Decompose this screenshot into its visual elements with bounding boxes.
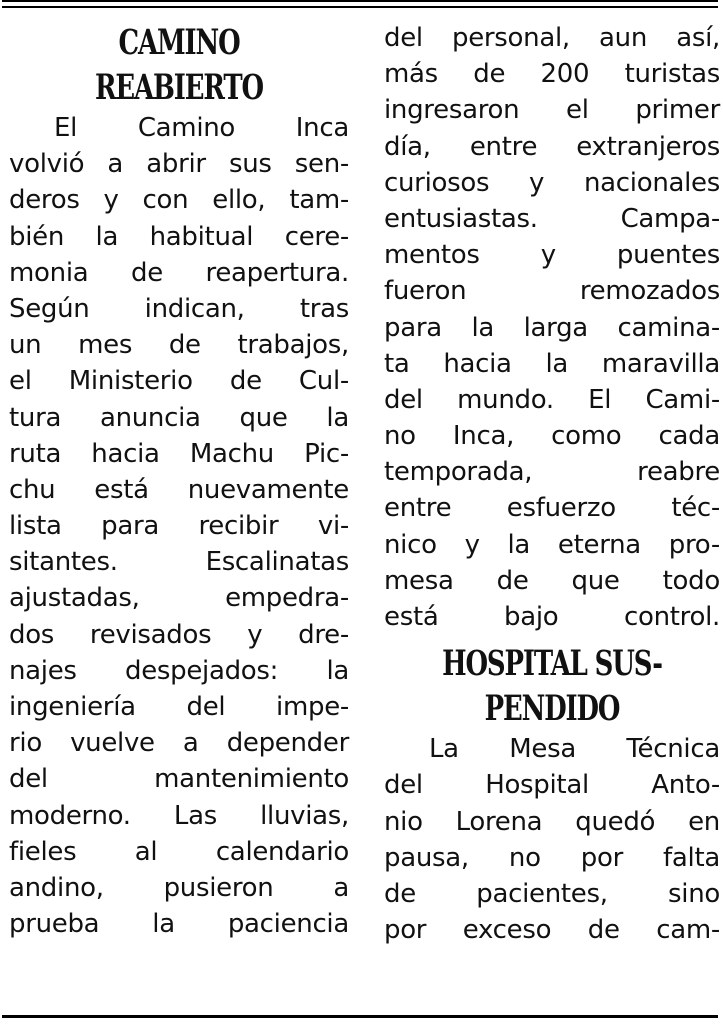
headline-line: CAMINO xyxy=(118,22,240,63)
top-rule xyxy=(2,0,718,8)
text-line: entusiastas. Campa- xyxy=(384,203,720,234)
text-line: más de 200 turistas xyxy=(384,59,720,90)
text-line: Según indican, tras xyxy=(9,293,349,324)
left-column xyxy=(9,20,349,942)
text-line: ruta hacia Machu Pic- xyxy=(9,438,349,469)
text-line: entre esfuerzo téc- xyxy=(384,493,720,524)
text-line: mentos y puentes xyxy=(384,240,720,271)
text-line: día, entre extranjeros xyxy=(384,131,720,162)
headline-line: REABIERTO xyxy=(94,67,264,108)
text-line: curiosos y nacionales xyxy=(384,167,720,198)
article-body-camino-part1 xyxy=(9,110,349,942)
article-body-camino-part2 xyxy=(384,20,720,635)
headline-line: PENDIDO xyxy=(484,688,620,730)
text-line: chu está nuevamente xyxy=(9,474,349,505)
text-line: najes despejados: la xyxy=(9,655,349,686)
text-line: mesa de que todo xyxy=(384,565,720,596)
bottom-rule xyxy=(2,1015,718,1018)
text-line: fueron remozados xyxy=(384,276,720,307)
text-line: ingeniería del impe- xyxy=(9,692,349,722)
text-line: está bajo control. xyxy=(384,602,720,632)
text-line: moderno. Las lluvias, xyxy=(9,800,349,831)
text-line: tura anuncia que la xyxy=(9,402,349,433)
text-line: del personal, aun así, xyxy=(384,23,720,53)
article-body-hospital xyxy=(384,731,720,948)
text-line: ajustadas, empedra- xyxy=(9,583,349,614)
text-line: deros y con ello, tam- xyxy=(9,185,349,216)
text-line: El Camino Inca xyxy=(54,113,349,143)
text-line: rio vuelve a depender xyxy=(9,728,349,759)
text-line: volvió a abrir sus sen- xyxy=(9,149,349,180)
text-line: nio Lorena quedó en xyxy=(384,806,720,837)
text-line: el Ministerio de Cul- xyxy=(9,366,349,397)
text-line: del mundo. El Cami- xyxy=(384,384,720,415)
text-line: por exceso de cam- xyxy=(384,915,720,946)
text-line: prueba la paciencia xyxy=(9,909,349,940)
text-line: del mantenimiento xyxy=(9,764,349,795)
text-line: monia de reapertura. xyxy=(9,257,349,288)
right-column xyxy=(384,20,720,948)
text-line: ingresaron el primer xyxy=(384,95,720,126)
text-line: ta hacia la maravilla xyxy=(384,348,720,379)
text-line: pausa, no por falta xyxy=(384,842,720,873)
text-line: un mes de trabajos, xyxy=(9,330,349,361)
text-line: lista para recibir vi- xyxy=(9,511,349,542)
text-line: bién la habitual cere- xyxy=(9,221,349,252)
text-line: andino, pusieron a xyxy=(9,872,349,903)
text-line: del Hospital Anto- xyxy=(384,770,720,801)
article-headline-hospital xyxy=(428,641,677,731)
text-line: La Mesa Técnica xyxy=(429,734,720,765)
text-line: fieles al calendario xyxy=(9,836,349,867)
text-line: sitantes. Escalinatas xyxy=(9,547,349,578)
article-headline-camino xyxy=(53,20,305,110)
text-line: temporada, reabre xyxy=(384,457,720,488)
text-line: no Inca, como cada xyxy=(384,421,720,452)
text-line: nico y la eterna pro- xyxy=(384,529,720,560)
text-line: dos revisados y dre- xyxy=(9,619,349,650)
headline-line: HOSPITAL SUS- xyxy=(442,643,662,685)
text-line: para la larga camina- xyxy=(384,312,720,343)
text-line: de pacientes, sino xyxy=(384,878,720,909)
